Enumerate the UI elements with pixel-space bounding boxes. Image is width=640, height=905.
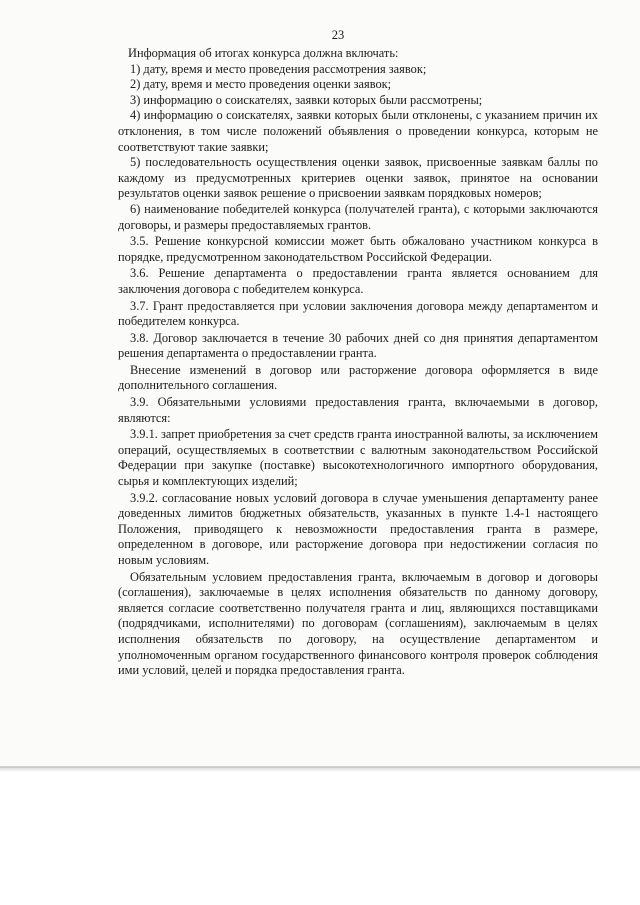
page-number: 23 (331, 28, 345, 42)
clause-3-8-amendment: Внесение изменений в договор или расторжение договора оформляется в виде дополнительного соглашения. (118, 362, 598, 393)
clause-3-9: 3.9. Обязательными условиями предоставления гранта, включаемыми в договор, являются: (118, 395, 598, 425)
clause-3-5: 3.5. Решение конкурсной комиссии может быть обжаловано участником конкурса в порядке, предусмотренном законодательством Российской Федерации. (118, 234, 598, 264)
document-body (118, 46, 598, 679)
mandatory-condition-paragraph: Обязательным условием предоставления гранта, включаемым в договор и договоры (соглашения), заключаемые в целях исполнения обязательств по данному договору, является согласие соответственно получателя гранта и лиц, являющихся поставщиками (подрядчиками, исполнителями) по договорам (соглашениям), заключаемым в целях исполнения обязательств по договору, на осуществление департаментом и уполномоченным органом государственного финансового контроля проверок соблюдения ими условий, целей и порядка предоставления гранта. (118, 569, 598, 678)
list-item-1: 1) дату, время и место проведения рассмотрения заявок; (130, 61, 427, 76)
scan-bottom-edge (0, 766, 640, 772)
list-item-4: 4) информацию о соискателях, заявки которых были отклонены, с указанием причин их отклонения, в том числе положений объявления о проведении конкурса, которым не соответствуют такие заявки; (118, 108, 598, 154)
list-item-2: 2) дату, время и место проведения оценки заявок; (130, 77, 392, 92)
clause-3-9-1: 3.9.1. запрет приобретения за счет средств гранта иностранной валюты, за исключением операций, осуществляемых в соответствии с валютным законодательством Российской Федерации при закупке (поставке) высокотехнологичного импортного оборудования, сырья и комплектующих изделий; (118, 427, 598, 489)
list-item-5: 5) последовательность осуществления оценки заявок, присвоенные заявкам баллы по каждому из предусмотренных критериев оценки заявок, принятое на основании результатов оценки заявок решение о присвоении заявкам порядковых номеров; (118, 155, 598, 201)
paragraph-intro: Информация об итогах конкурса должна включать: (128, 46, 399, 60)
clause-3-8: 3.8. Договор заключается в течение 30 рабочих дней со дня принятия департаментом решения департамента о предоставлении гранта. (118, 330, 598, 361)
clause-3-9-2: 3.9.2. согласование новых условий договора в случае уменьшения департаменту ранее доведенных лимитов бюджетных обязательств, указанных в пункте 1.4-1 настоящего Положения, приводящего к невозможности предоставления гранта в размере, определенном в договоре, или расторжение договора при недостижении согласия по новым условиям. (118, 490, 598, 567)
list-item-3: 3) информацию о соискателях, заявки которых были рассмотрены; (130, 92, 483, 107)
clause-3-7: 3.7. Грант предоставляется при условии заключения договора между департаментом и победителем конкурса. (118, 298, 598, 329)
clause-3-6: 3.6. Решение департамента о предоставлении гранта является основанием для заключения договора с победителем конкурса. (118, 266, 598, 296)
list-item-6: 6) наименование победителей конкурса (получателей гранта), с которыми заключаются договоры, и размеры предоставляемых грантов. (118, 201, 598, 232)
